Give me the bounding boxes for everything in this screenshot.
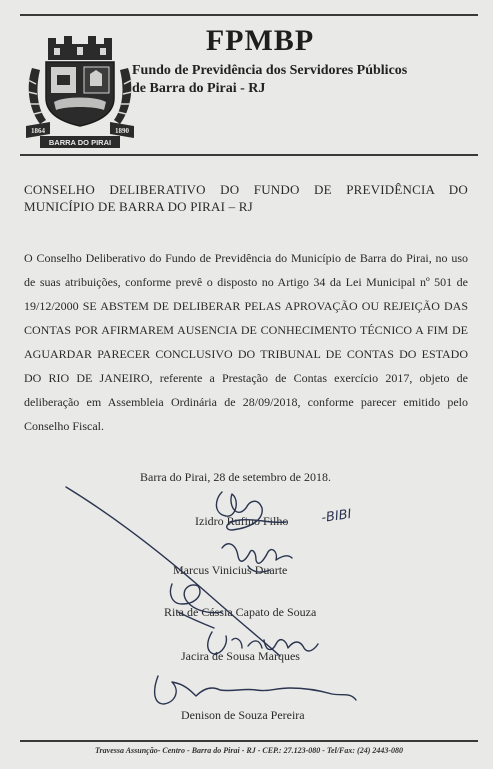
coat-of-arms-icon [24,30,136,150]
signatory-3: Rita de Cássia Capato de Souza [164,605,317,619]
signatory-5: Denison de Souza Pereira [181,708,305,722]
footer-rule [20,740,478,742]
signature-5 [155,676,356,704]
footer-address: Travessa Assunção- Centro - Barra do Pirai - RJ - CEP.: 27.123-080 - Tel/Fax: (24) 2443-080 [94,746,404,755]
signatory-2: Marcus Vinicius Duarte [173,563,288,577]
crest-year-right: 1890 [115,127,129,135]
crest-banner: BARRA DO PIRAI [48,138,112,147]
header-bottom-rule [20,154,478,156]
document-title: CONSELHO DELIBERATIVO DO FUNDO DE PREVIDÊNCIA DO MUNICÍPIO DE BARRA DO PIRAI – RJ [24,182,468,214]
org-name-line2: de Barra do Pirai - RJ [132,81,266,96]
crest-year-left: 1864 [31,127,45,135]
place-date: Barra do Pirai, 28 de setembro de 2018. [140,470,331,484]
org-name [132,62,477,98]
org-acronym: FPMBP [205,24,315,57]
org-name-line1: Fundo de Previdência dos Servidores Públicos [132,63,408,78]
document-body: O Conselho Deliberativo do Fundo de Previdência do Município de Barra do Pirai, no uso de suas atribuições, conforme prevê o disposto no Artigo 34 da Lei Municipal nº 501 de 19/12/2000 SE ABSTEM DE DELIBERAR PELAS APROVAÇÃO OU REJEIÇÃO DAS CONTAS POR AFIRMAREM AUSENCIA DE CONHECIMENTO TÉCNICO A FIM DE AGUARDAR PARECER CONCLUSIVO DO TRIBUNAL DE CONTAS DO ESTADO DO RIO DE JANEIRO, referente a Prestação de Contas exercício 2017, objeto de deliberação em Assembleia Ordinária de 28/09/2018, conforme parecer emitido pelo Conselho Fiscal. [24,251,468,433]
handwritten-note: -BIBI [320,506,353,526]
header-top-rule [20,14,478,16]
signatory-4: Jacira de Sousa Marques [181,649,300,663]
signatory-1: Izidro Rufino Filho [195,514,289,528]
